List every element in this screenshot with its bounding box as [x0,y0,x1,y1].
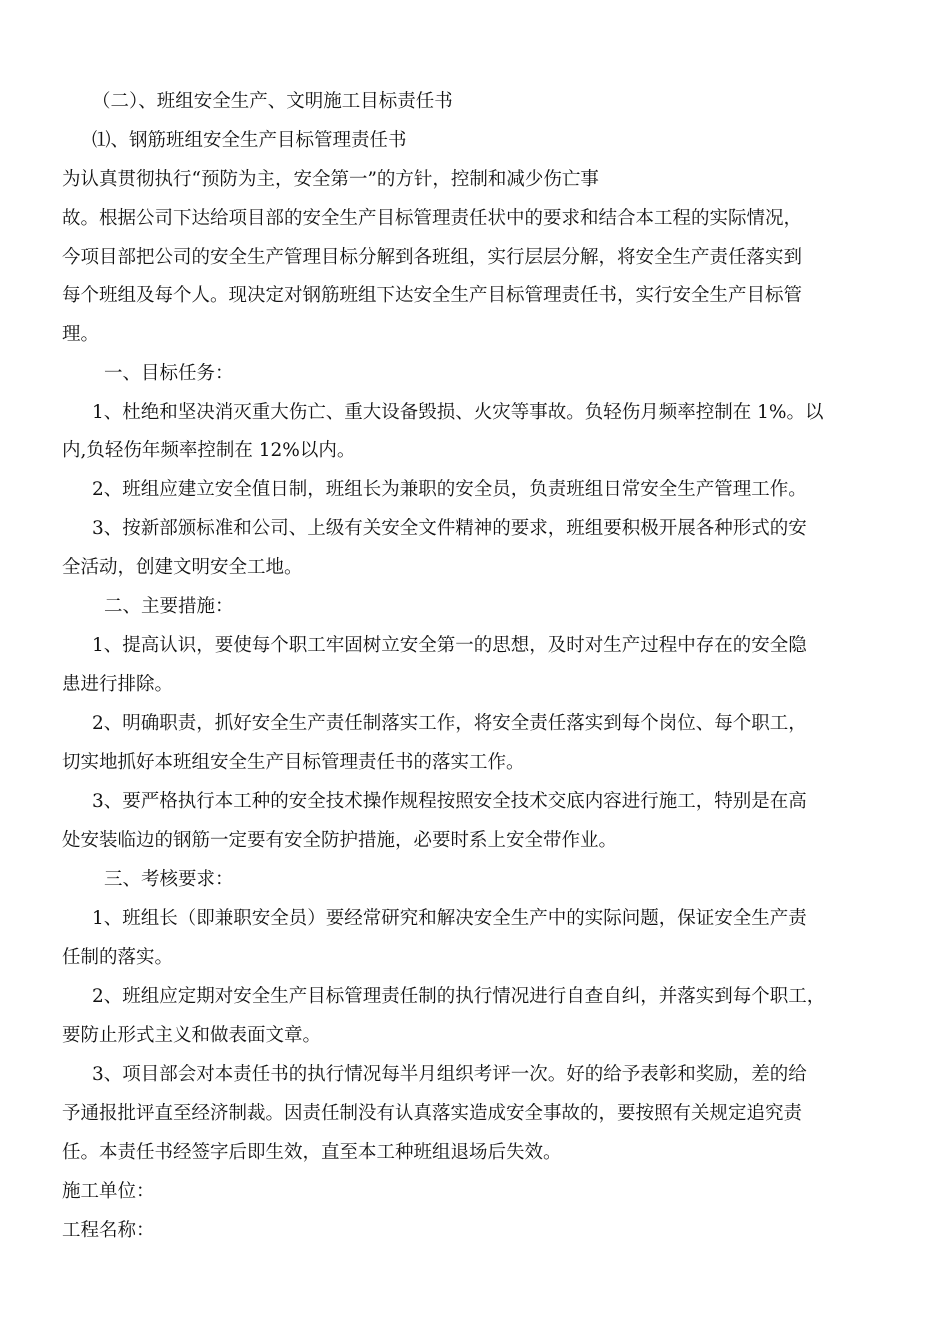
construction-unit-label: 施工单位： [62,1181,155,1202]
subsection-title: ⑴、钢筋班组安全生产目标管理责任书 [92,130,407,151]
paragraph-line: 每个班组及每个人。现决定对钢筋班组下达安全生产目标管理责任书，实行安全生产目标管 [62,285,803,306]
list-item-continuation: 任制的落实。 [62,947,174,968]
list-item: 1、杜绝和坚决消灭重大伤亡、重大设备毁损、火灾等事故。负轻伤月频率控制在 1%。以 [92,402,824,423]
list-item-continuation: 处安装临边的钢筋一定要有安全防护措施，必要时系上安全带作业。 [62,830,618,851]
list-item: 3、要严格执行本工种的安全技术操作规程按照安全技术交底内容进行施工，特别是在高 [92,791,807,812]
project-name-label: 工程名称： [62,1220,155,1241]
list-item: 2、明确职责，抓好安全生产责任制落实工作，将安全责任落实到每个岗位、每个职工， [92,713,807,734]
list-item-continuation: 全活动，创建文明安全工地。 [62,557,303,578]
list-item-continuation: 内,负轻伤年频率控制在 12%以内。 [62,440,356,461]
list-item: 1、班组长（即兼职安全员）要经常研究和解决安全生产中的实际问题，保证安全生产责 [92,908,807,929]
list-item: 3、项目部会对本责任书的执行情况每半月组织考评一次。好的给予表彰和奖励，差的给 [92,1064,807,1085]
list-item-continuation: 任。本责任书经签字后即生效，直至本工种班组退场后失效。 [62,1142,562,1163]
paragraph-line: 今项目部把公司的安全生产管理目标分解到各班组，实行层层分解，将安全生产责任落实到 [62,247,803,268]
list-item: 3、按新部颁标准和公司、上级有关安全文件精神的要求，班组要积极开展各种形式的安 [92,518,807,539]
paragraph-line: 故。根据公司下达给项目部的安全生产目标管理责任状中的要求和结合本工程的实际情况， [62,208,803,229]
paragraph-line: 为认真贯彻执行“预防为主，安全第一”的方针，控制和减少伤亡事 [62,169,599,190]
heading-assessment: 三、考核要求： [104,869,234,890]
list-item: 1、提高认识，要使每个职工牢固树立安全第一的思想，及时对生产过程中存在的安全隐 [92,635,807,656]
paragraph-line: 理。 [62,324,100,345]
list-item-continuation: 予通报批评直至经济制裁。因责任制没有认真落实造成安全事故的，要按照有关规定追究责 [62,1103,803,1124]
heading-measures: 二、主要措施： [104,596,234,617]
list-item-continuation: 要防止形式主义和做表面文章。 [62,1025,322,1046]
list-item: 2、班组应定期对安全生产目标管理责任制的执行情况进行自查自纠，并落实到每个职工， [92,986,826,1007]
section-title: （二）、班组安全生产、文明施工目标责任书 [92,91,453,112]
list-item-continuation: 切实地抓好本班组安全生产目标管理责任书的落实工作。 [62,752,525,773]
heading-targets: 一、目标任务： [104,363,234,384]
list-item: 2、班组应建立安全值日制，班组长为兼职的安全员，负责班组日常安全生产管理工作。 [92,479,807,500]
list-item-continuation: 患进行排除。 [62,674,174,695]
